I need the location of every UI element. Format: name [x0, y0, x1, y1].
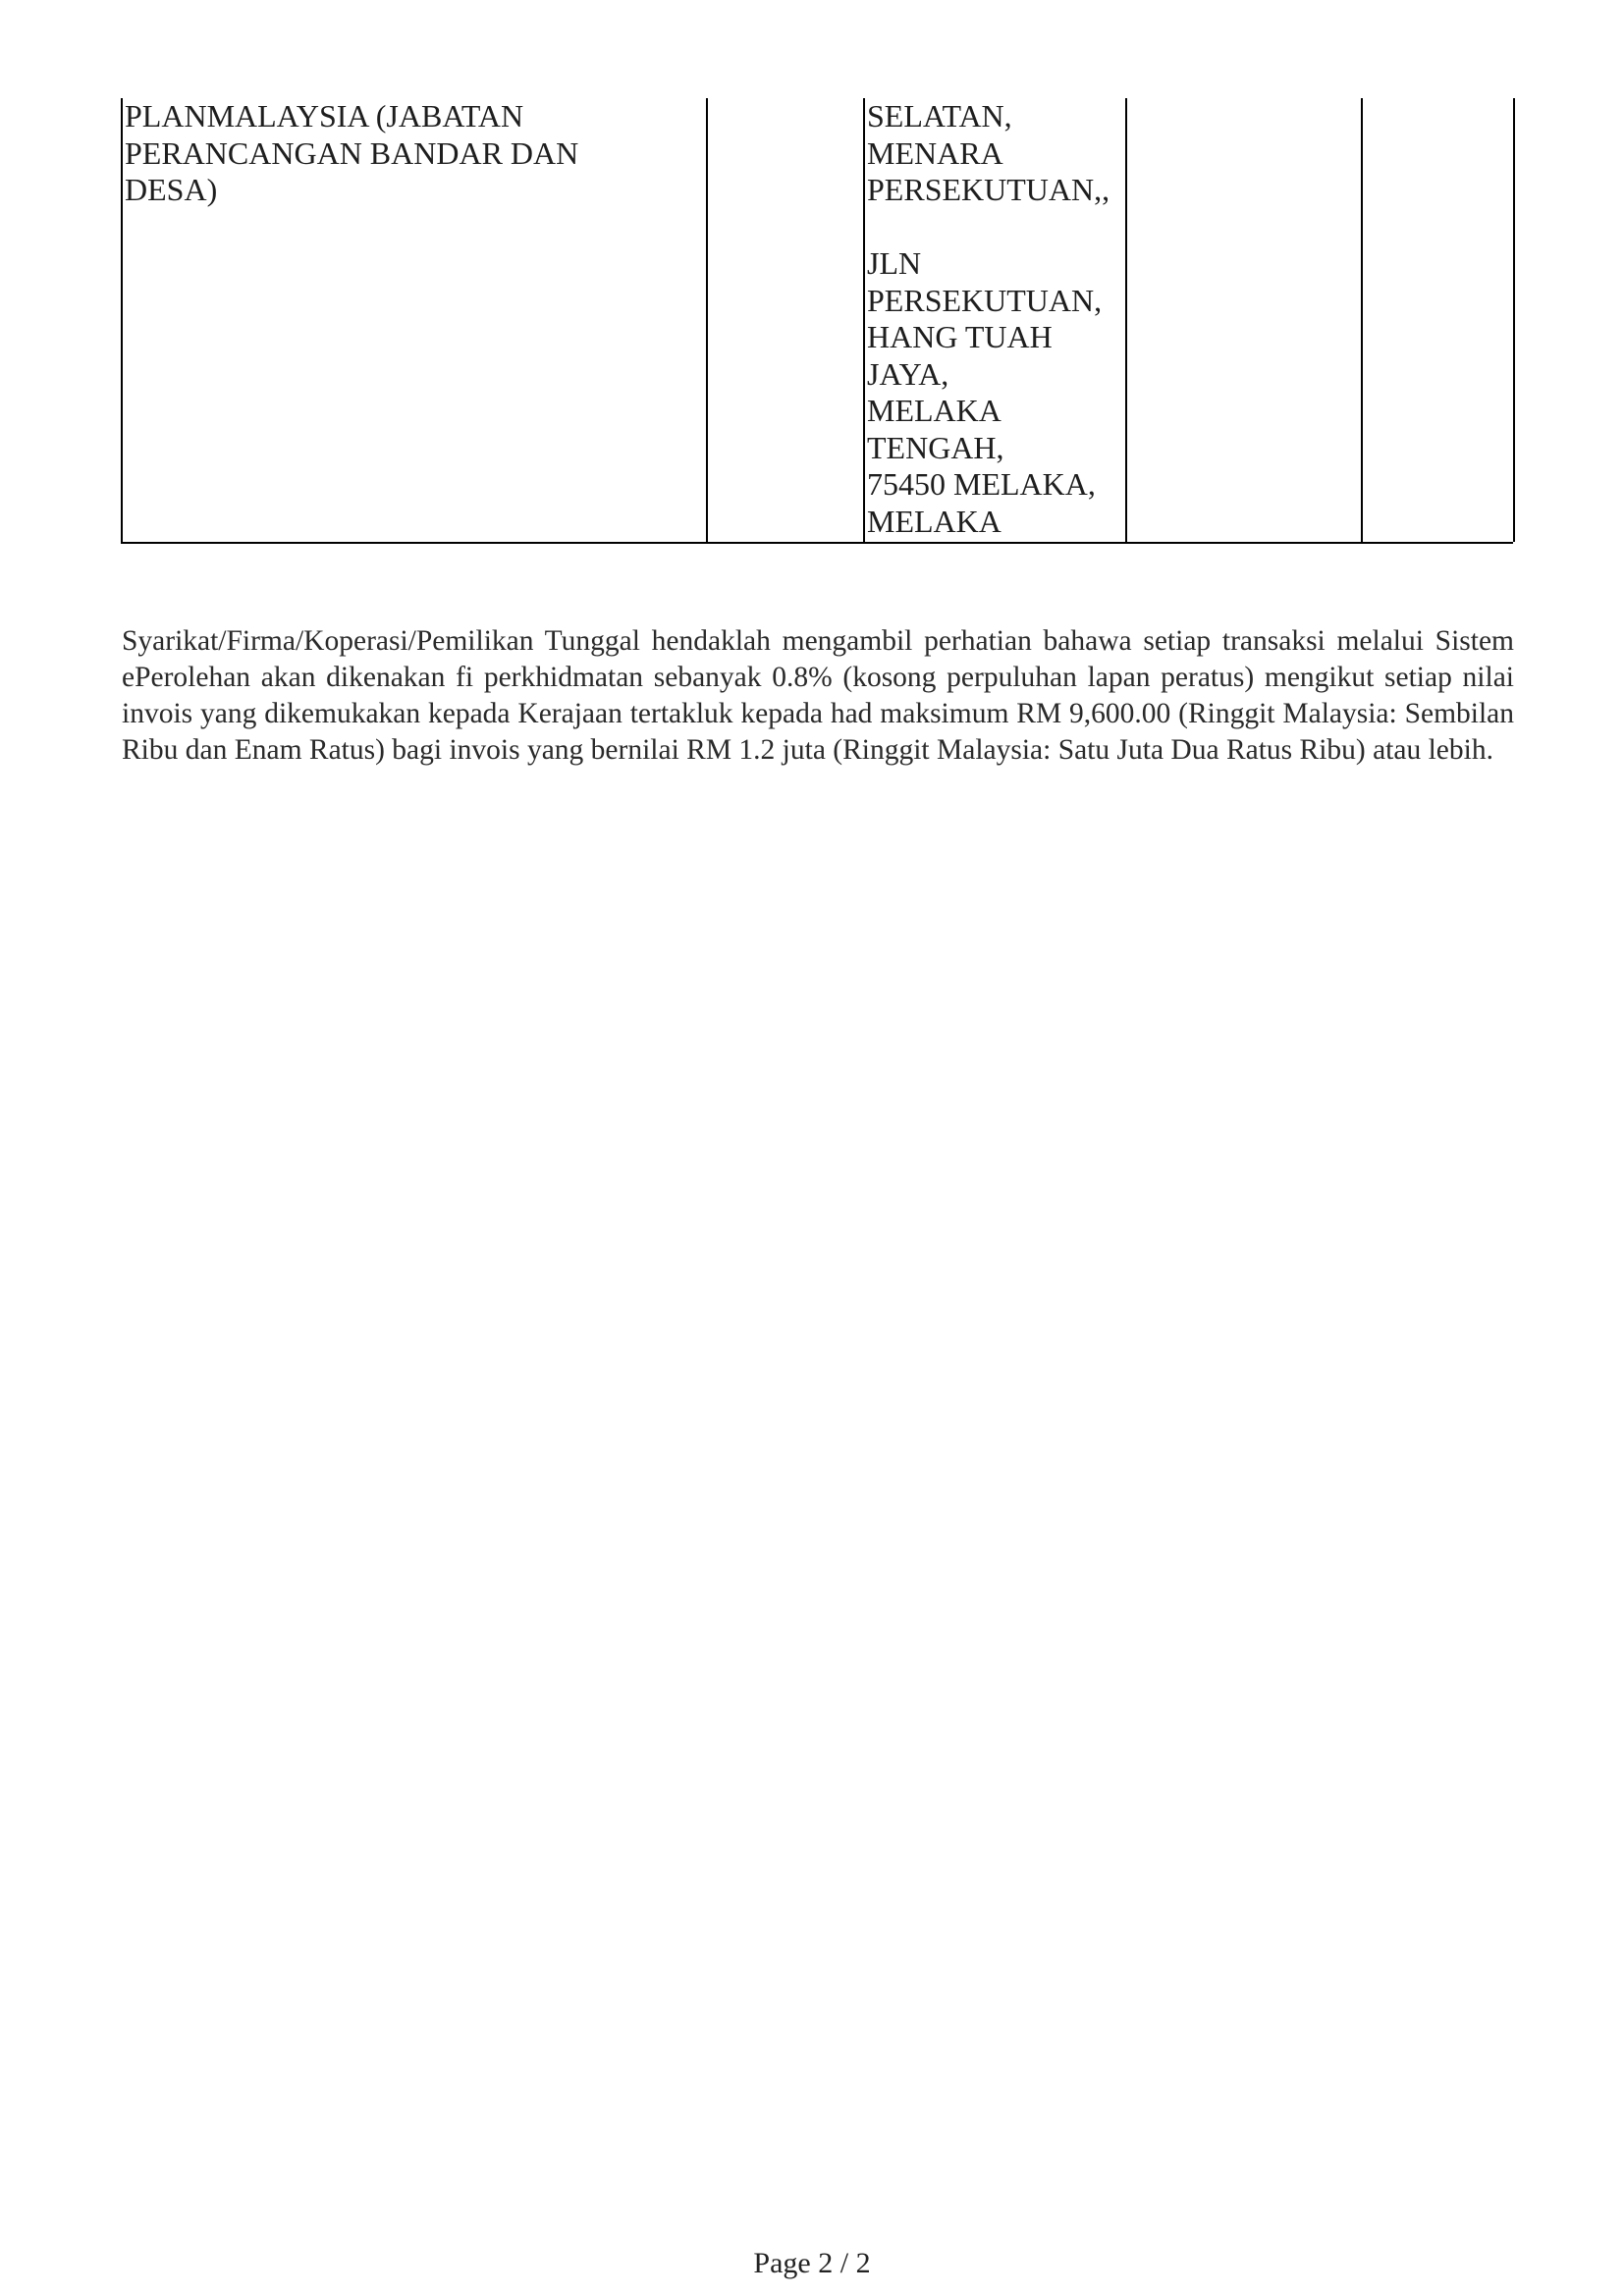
page-number: Page 2 / 2 [753, 2247, 871, 2279]
agency-line: DESA) [125, 172, 218, 207]
address-line: SELATAN, [867, 98, 1012, 133]
empty-cell [1125, 98, 1361, 542]
agency-cell [123, 98, 706, 542]
agency-name [123, 98, 706, 209]
address-line: TENGAH, [867, 429, 1004, 465]
address-line: MELAKA [867, 393, 1001, 428]
agency-line: PLANMALAYSIA (JABATAN [125, 98, 524, 133]
empty-cell [1361, 98, 1515, 542]
address-line: JAYA, [867, 355, 949, 392]
address-cell [863, 98, 1125, 542]
address-line: JLN [867, 245, 922, 281]
address-line: PERSEKUTUAN, [867, 282, 1103, 318]
address-line: 75450 MELAKA, [867, 466, 1096, 502]
continued-table [121, 98, 1513, 544]
address [865, 98, 1125, 540]
address-line: MELAKA [867, 503, 1001, 539]
service-fee-notice: Syarikat/Firma/Koperasi/Pemilikan Tunggal hendaklah mengambil perhatian bahawa setiap transaksi melalui Sistem ePerolehan akan dikenakan fi perkhidmatan sebanyak 0.8% (kosong perpuluhan lapan peratus) mengikut setiap nilai invois yang dikemukakan kepada Kerajaan tertakluk kepada had maksimum RM 9,600.00 (Ringgit Malaysia: Sembilan Ribu dan Enam Ratus) bagi invois yang bernilai RM 1.2 juta (Ringgit Malaysia: Satu Juta Dua Ratus Ribu) atau lebih. [122, 625, 1514, 766]
address-spacer [867, 209, 1125, 246]
address-line: PERSEKUTUAN,, [867, 172, 1110, 207]
empty-cell [706, 98, 863, 542]
agency-line: PERANCANGAN BANDAR DAN [125, 134, 579, 171]
address-line: MENARA [867, 134, 1003, 171]
address-line: HANG TUAH [867, 319, 1053, 354]
